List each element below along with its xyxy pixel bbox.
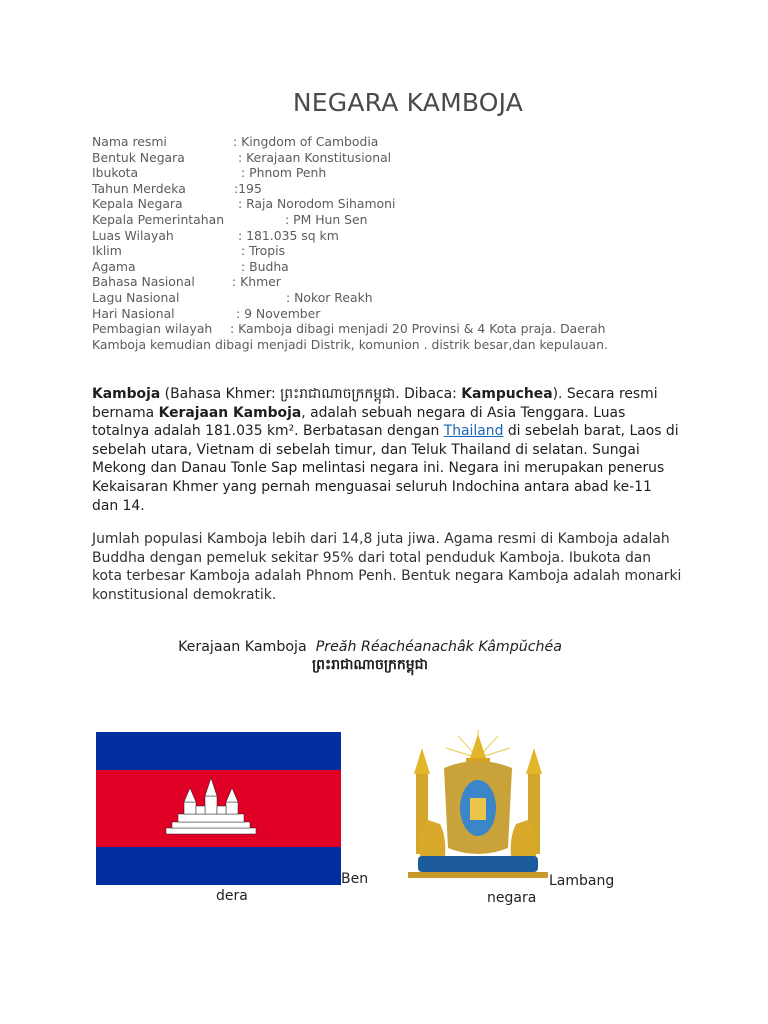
cambodia-flag-image (96, 732, 341, 885)
fact-value: : 181.035 sq km (238, 227, 339, 243)
fact-row (92, 290, 652, 306)
fact-row (92, 274, 652, 290)
fact-value: : Kamboja dibagi menjadi 20 Provinsi & 4 Kota praja. Daerah Kamboja kemudian dibagi menjadi Distrik, komunion . distrik besar,dan kepulauan. (92, 321, 608, 352)
page-title: NEGARA KAMBOJA (292, 88, 524, 117)
fact-label: Nama resmi (92, 134, 167, 149)
fact-value: : Phnom Penh (241, 165, 327, 181)
term-kerajaan: Kerajaan Kamboja (158, 404, 302, 421)
para-text: di sebelah barat, Laos di sebelah utara, Vietnam di sebelah timur, dan Teluk Thailand di selatan. Sungai Mekong dan Danau Tonle Sap melintasi negara ini. Negara ini merupakan penerus Kekaisaran Khmer yang pernah menguasai seluruh Indochina antara abad ke-11 dan 14. (92, 423, 679, 514)
term-kamboja: Kamboja (92, 386, 161, 402)
fact-row (92, 181, 652, 197)
para-text: (Bahasa Khmer: ព្រះរាជាណាចក្រកម្ពុជា. Dibaca: (160, 386, 462, 402)
coat-label-part-1: Lambang (549, 873, 615, 889)
fact-label: Ibukota (92, 165, 139, 181)
thailand-link[interactable]: Thailand (443, 423, 504, 440)
fact-label: Pembagian wilayah (92, 321, 213, 337)
fact-label: Lagu Nasional (92, 289, 180, 305)
fact-value: : Raja Norodom Sihamoni (238, 196, 396, 212)
fact-row (92, 150, 652, 166)
fact-value: : Budha (241, 258, 289, 274)
intro-paragraph (92, 385, 682, 515)
population-paragraph: Jumlah populasi Kamboja lebih dari 14,8 juta jiwa. Agama resmi di Kamboja adalah Buddha dengan pemeluk sekitar 95% dari total penduduk Kamboja. Ibukota dan kota terbesar Kamboja adalah Phnom Penh. Bentuk negara Kamboja adalah monarki konstitusional demokratik. (92, 531, 682, 603)
fact-label: Agama (92, 258, 136, 274)
fact-value: : 9 November (236, 305, 321, 321)
fact-label: Tahun Merdeka (92, 180, 186, 196)
fact-value: : Nokor Reakh (286, 289, 373, 305)
fact-row (92, 134, 652, 150)
caption-romanized: Preăh Réachéanachâk Kâmpŭchéa (315, 639, 562, 655)
caption-khmer: ព្រះរាជាណាចក្រកម្ពុជា (311, 657, 428, 673)
fact-value: : Kingdom of Cambodia (233, 134, 379, 149)
fact-row (92, 243, 652, 259)
fact-row (92, 259, 652, 275)
fact-label: Luas Wilayah (92, 227, 174, 243)
fact-row (92, 228, 652, 244)
fact-value: : Tropis (241, 243, 286, 259)
fact-value: : Kerajaan Konstitusional (238, 149, 392, 165)
fact-row (92, 165, 652, 181)
fact-row-pembagian (92, 321, 652, 352)
country-name-caption (70, 638, 670, 674)
fact-list (92, 134, 652, 352)
fact-value: :195 (234, 180, 262, 196)
caption-name: Kerajaan Kamboja (178, 639, 307, 655)
coat-label-part-2: negara (487, 890, 537, 906)
term-kampuchea: Kampuchea (461, 386, 553, 402)
flag-label-part-1: Ben (341, 871, 369, 887)
fact-value: : PM Hun Sen (285, 211, 368, 227)
royal-coat-of-arms-image (404, 728, 552, 886)
fact-label: Hari Nasional (92, 305, 175, 321)
fact-row (92, 196, 652, 212)
flag-label-part-2: dera (216, 888, 248, 904)
fact-label: Bahasa Nasional (92, 274, 195, 290)
para-text: , adalah sebuah negara di Asia Tenggara. Luas totalnya adalah 181.035 km². Berbatasan dengan (92, 404, 626, 440)
para-text: ). Secara resmi bernama (92, 386, 658, 421)
fact-label: Kepala Negara (92, 196, 183, 212)
fact-label: Iklim (92, 243, 122, 259)
fact-value: : Khmer (232, 274, 281, 290)
fact-label: Bentuk Negara (92, 149, 185, 165)
fact-label: Kepala Pemerintahan (92, 211, 225, 227)
fact-row (92, 306, 652, 322)
fact-row (92, 212, 652, 228)
